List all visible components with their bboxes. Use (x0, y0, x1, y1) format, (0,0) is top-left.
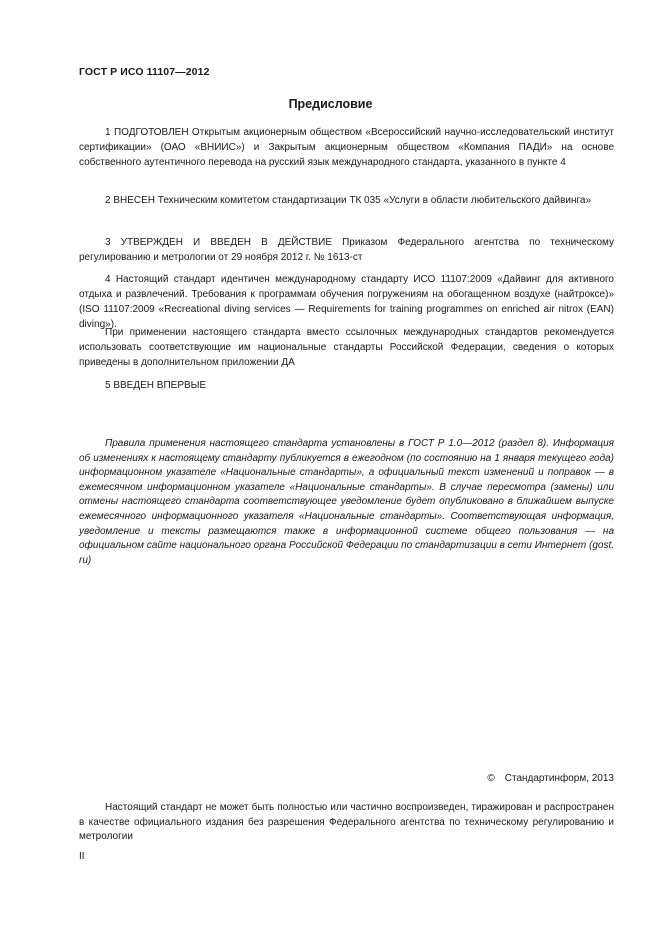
application-notice: Правила применения настоящего стандарта установлены в ГОСТ Р 1.0—2012 (раздел 8). Информация об изменениях к настоящему стандарту публикуется в ежегодном (по состоянию на 1 января текущего года) информационном указателе «Национальные стандарты», а официальный текст изменений и поправок — в ежемесячном информационном указателе «Национальные стандарты». В случае пересмотра (замены) или отмены настоящего стандарта соответствующее уведомление будет опубликовано в ближайшем выпуске ежемесячного информационного указателя «Национальные стандарты». Соответствующая информация, уведомление и тексты размещаются также в информационной системе общего пользования — на официальном сайте национального органа Российской Федерации по стандартизации в сети Интернет (gost. ru) (79, 438, 614, 566)
paragraph-introduced: 2 ВНЕСЕН Техническим комитетом стандартизации ТК 035 «Услуги в области любительского дайвинга» (105, 195, 592, 206)
copyright-line (487, 773, 614, 784)
paragraph-approved: 3 УТВЕРЖДЕН И ВВЕДЕН В ДЕЙСТВИЕ Приказом Федерального агентства по техническому регулированию и метрологии от 29 ноября 2012 г. № 1613-ст (79, 237, 614, 263)
copyright-icon: © (487, 773, 495, 784)
paragraph-prepared: 1 ПОДГОТОВЛЕН Открытым акционерным обществом «Всероссийский научно-исследовательский институт сертификации» (ОАО «ВНИИС») и Закрытым акционерным обществом «Компания ПАДИ» на основе собственного аутентичного перевода на русский язык международного стандарта, указанного в пункте 4 (79, 127, 614, 168)
section-title: Предисловие (288, 97, 373, 111)
paragraph-identical: 4 Настоящий стандарт идентичен международному стандарту ИСО 11107:2009 «Дайвинг для активного отдыха и развлечений. Требования к программам обучения погружениям на обогащенном воздухе (найтроксе)» (ISO 11107:2009 «Recreational diving services — Requirements for training programmes on enriched air nitrox (EAN) diving»). (79, 274, 614, 330)
reproduction-notice: Настоящий стандарт не может быть полностью или частично воспроизведен, тиражирован и распространен в качестве официального издания без разрешения Федерального агентства по техническому регулированию и метрологии (79, 802, 614, 843)
copyright-text: Стандартинформ, 2013 (504, 773, 614, 784)
page-number: II (79, 851, 85, 862)
document-code: ГОСТ Р ИСО 11107—2012 (79, 66, 210, 78)
paragraph-references: При применении настоящего стандарта вместо ссылочных международных стандартов рекомендуется использовать соответствующие им национальные стандарты Российской Федерации, сведения о которых приведены в дополнительном приложении ДА (79, 327, 614, 368)
paragraph-first-introduced: 5 ВВЕДЕН ВПЕРВЫЕ (105, 380, 207, 391)
